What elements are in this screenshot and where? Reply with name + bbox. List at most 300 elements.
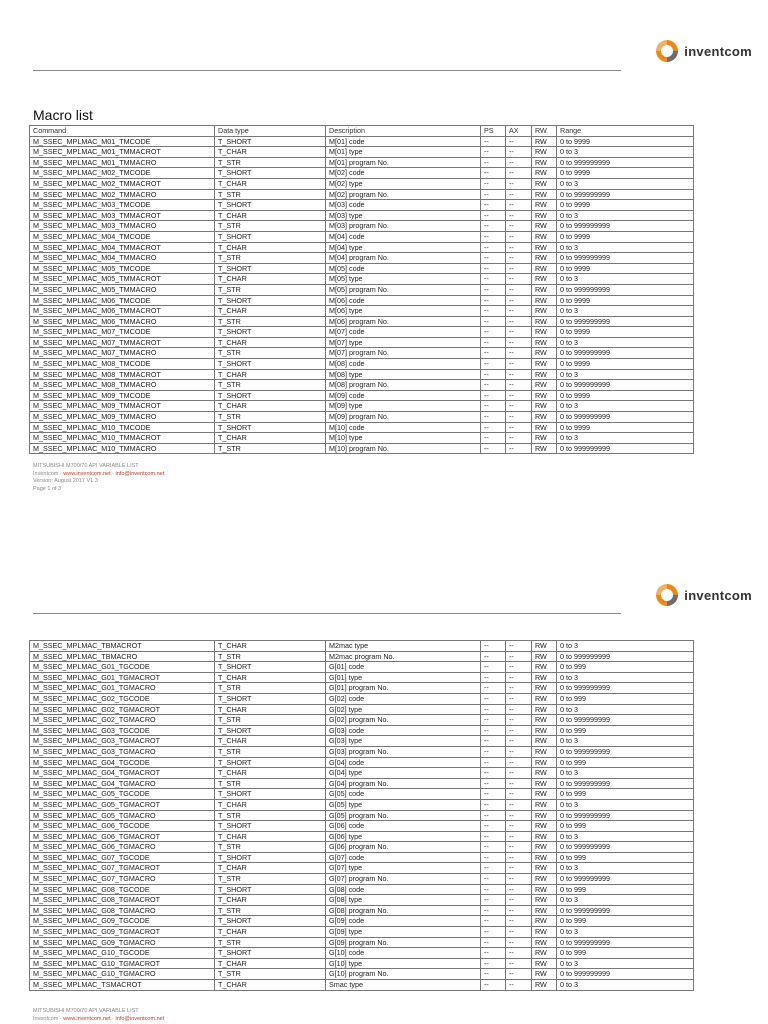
cell-ax: --	[506, 147, 532, 158]
cell-range: 0 to 999999999	[557, 157, 694, 168]
cell-rw: RW	[532, 927, 557, 938]
cell-range: 0 to 999999999	[557, 810, 694, 821]
cell-range: 0 to 3	[557, 401, 694, 412]
cell-rw: RW	[532, 874, 557, 885]
table-row	[30, 369, 694, 380]
table-row	[30, 390, 694, 401]
cell-command: M_SSEC_MPLMAC_G01_TGCODE	[30, 662, 215, 673]
cell-range: 0 to 9999	[557, 200, 694, 211]
cell-rw: RW	[532, 969, 557, 980]
cell-rw: RW	[532, 348, 557, 359]
cell-ps: --	[481, 231, 506, 242]
cell-command: M_SSEC_MPLMAC_TBMACROT	[30, 641, 215, 652]
cell-rw: RW	[532, 715, 557, 726]
cell-rw: RW	[532, 274, 557, 285]
cell-ax: --	[506, 969, 532, 980]
cell-ps: --	[481, 863, 506, 874]
cell-command: M_SSEC_MPLMAC_G09_TGMACROT	[30, 927, 215, 938]
table-row	[30, 284, 694, 295]
cell-rw: RW	[532, 157, 557, 168]
cell-description: G[02] program No.	[326, 715, 481, 726]
cell-ps: --	[481, 348, 506, 359]
cell-description: M[03] code	[326, 200, 481, 211]
cell-ps: --	[481, 306, 506, 317]
cell-data-type: T_SHORT	[215, 422, 326, 433]
footer-website-link[interactable]: www.inventcom.net	[63, 470, 111, 477]
cell-rw: RW	[532, 284, 557, 295]
footer-email-link[interactable]: info@inventcom.net	[115, 470, 165, 477]
cell-data-type: T_STR	[215, 778, 326, 789]
table-row	[30, 210, 694, 221]
table-row	[30, 221, 694, 232]
cell-data-type: T_STR	[215, 969, 326, 980]
cell-data-type: T_CHAR	[215, 147, 326, 158]
table-row	[30, 693, 694, 704]
page-title: Macro list	[33, 107, 93, 123]
table-row	[30, 316, 694, 327]
table-row	[30, 306, 694, 317]
cell-range: 0 to 3	[557, 672, 694, 683]
column-header-ax: AX	[506, 126, 532, 137]
cell-ps: --	[481, 831, 506, 842]
cell-command: M_SSEC_MPLMAC_M01_TMMACRO	[30, 157, 215, 168]
cell-data-type: T_CHAR	[215, 895, 326, 906]
cell-description: M[08] type	[326, 369, 481, 380]
table-row	[30, 231, 694, 242]
cell-command: M_SSEC_MPLMAC_G07_TGMACRO	[30, 874, 215, 885]
table-row	[30, 337, 694, 348]
cell-description: M[06] program No.	[326, 316, 481, 327]
cell-data-type: T_SHORT	[215, 390, 326, 401]
cell-ps: --	[481, 168, 506, 179]
cell-data-type: T_CHAR	[215, 927, 326, 938]
table-row	[30, 443, 694, 454]
cell-command: M_SSEC_MPLMAC_G10_TGMACRO	[30, 969, 215, 980]
cell-command: M_SSEC_MPLMAC_G01_TGMACROT	[30, 672, 215, 683]
cell-data-type: T_STR	[215, 157, 326, 168]
cell-data-type: T_CHAR	[215, 672, 326, 683]
cell-description: M2mac type	[326, 641, 481, 652]
cell-description: G[09] program No.	[326, 937, 481, 948]
column-header-description: Description	[326, 126, 481, 137]
cell-ps: --	[481, 380, 506, 391]
cell-ps: --	[481, 662, 506, 673]
cell-ps: --	[481, 725, 506, 736]
cell-ps: --	[481, 263, 506, 274]
cell-description: G[10] program No.	[326, 969, 481, 980]
cell-rw: RW	[532, 746, 557, 757]
footer-version: Version: August 2017 V1.3	[33, 478, 98, 484]
table-row	[30, 380, 694, 391]
cell-range: 0 to 3	[557, 895, 694, 906]
table-row	[30, 884, 694, 895]
cell-ps: --	[481, 948, 506, 959]
cell-range: 0 to 999	[557, 948, 694, 959]
cell-description: M[07] type	[326, 337, 481, 348]
cell-ax: --	[506, 831, 532, 842]
cell-ps: --	[481, 295, 506, 306]
table-row	[30, 200, 694, 211]
cell-ps: --	[481, 253, 506, 264]
footer-doc-title: MITSUBISHI M700/70 API VARIABLE LIST	[33, 1008, 139, 1014]
cell-description: M[10] program No.	[326, 443, 481, 454]
cell-description: G[07] program No.	[326, 874, 481, 885]
cell-command: M_SSEC_MPLMAC_G03_TGCODE	[30, 725, 215, 736]
footer-contact-line	[33, 1016, 164, 1024]
footer-company: Inventcom	[33, 1015, 59, 1022]
cell-range: 0 to 3	[557, 831, 694, 842]
cell-command: M_SSEC_MPLMAC_TBMACRO	[30, 651, 215, 662]
cell-data-type: T_SHORT	[215, 662, 326, 673]
cell-ax: --	[506, 746, 532, 757]
cell-command: M_SSEC_MPLMAC_M09_TMMACRO	[30, 412, 215, 423]
cell-command: M_SSEC_MPLMAC_G02_TGMACRO	[30, 715, 215, 726]
cell-rw: RW	[532, 863, 557, 874]
cell-rw: RW	[532, 778, 557, 789]
table-row	[30, 863, 694, 874]
cell-description: M2mac program No.	[326, 651, 481, 662]
cell-rw: RW	[532, 789, 557, 800]
cell-data-type: T_CHAR	[215, 401, 326, 412]
cell-data-type: T_STR	[215, 715, 326, 726]
cell-rw: RW	[532, 641, 557, 652]
cell-range: 0 to 999999999	[557, 715, 694, 726]
cell-range: 0 to 9999	[557, 295, 694, 306]
cell-ax: --	[506, 422, 532, 433]
cell-ax: --	[506, 874, 532, 885]
cell-description: G[07] type	[326, 863, 481, 874]
cell-range: 0 to 3	[557, 704, 694, 715]
cell-ps: --	[481, 242, 506, 253]
table-row	[30, 725, 694, 736]
cell-command: M_SSEC_MPLMAC_G06_TGCODE	[30, 821, 215, 832]
cell-range: 0 to 3	[557, 337, 694, 348]
cell-command: M_SSEC_MPLMAC_M04_TMMACRO	[30, 253, 215, 264]
cell-ps: --	[481, 895, 506, 906]
cell-range: 0 to 9999	[557, 390, 694, 401]
cell-range: 0 to 999999999	[557, 380, 694, 391]
cell-description: G[09] code	[326, 916, 481, 927]
cell-data-type: T_SHORT	[215, 263, 326, 274]
cell-ax: --	[506, 672, 532, 683]
cell-rw: RW	[532, 831, 557, 842]
cell-data-type: T_STR	[215, 284, 326, 295]
cell-description: M[08] code	[326, 359, 481, 370]
table-row	[30, 937, 694, 948]
cell-command: M_SSEC_MPLMAC_G04_TGCODE	[30, 757, 215, 768]
inventcom-logo-icon	[654, 582, 680, 608]
document-page-2	[0, 560, 768, 1024]
table-row	[30, 768, 694, 779]
cell-ax: --	[506, 736, 532, 747]
cell-data-type: T_STR	[215, 189, 326, 200]
cell-data-type: T_CHAR	[215, 306, 326, 317]
cell-data-type: T_STR	[215, 651, 326, 662]
cell-ax: --	[506, 958, 532, 969]
cell-data-type: T_STR	[215, 412, 326, 423]
cell-ps: --	[481, 390, 506, 401]
cell-ax: --	[506, 980, 532, 991]
cell-command: M_SSEC_MPLMAC_M05_TMMACROT	[30, 274, 215, 285]
table-row	[30, 969, 694, 980]
cell-rw: RW	[532, 412, 557, 423]
cell-data-type: T_STR	[215, 842, 326, 853]
cell-description: G[09] type	[326, 927, 481, 938]
cell-ax: --	[506, 757, 532, 768]
cell-range: 0 to 999999999	[557, 874, 694, 885]
cell-ps: --	[481, 136, 506, 147]
cell-description: G[03] type	[326, 736, 481, 747]
table-row	[30, 778, 694, 789]
cell-description: G[03] program No.	[326, 746, 481, 757]
cell-rw: RW	[532, 736, 557, 747]
cell-description: G[10] type	[326, 958, 481, 969]
cell-ps: --	[481, 359, 506, 370]
table-row	[30, 905, 694, 916]
cell-data-type: T_STR	[215, 380, 326, 391]
cell-description: Smac type	[326, 980, 481, 991]
footer-separator: ·	[110, 470, 116, 477]
cell-range: 0 to 9999	[557, 422, 694, 433]
cell-ps: --	[481, 746, 506, 757]
cell-ps: --	[481, 189, 506, 200]
cell-rw: RW	[532, 662, 557, 673]
cell-rw: RW	[532, 958, 557, 969]
table-row	[30, 348, 694, 359]
cell-ax: --	[506, 863, 532, 874]
cell-data-type: T_CHAR	[215, 337, 326, 348]
table-row	[30, 263, 694, 274]
cell-data-type: T_SHORT	[215, 916, 326, 927]
cell-command: M_SSEC_MPLMAC_G05_TGMACROT	[30, 799, 215, 810]
cell-rw: RW	[532, 178, 557, 189]
cell-ax: --	[506, 401, 532, 412]
cell-data-type: T_CHAR	[215, 980, 326, 991]
cell-ps: --	[481, 768, 506, 779]
cell-ps: --	[481, 412, 506, 423]
cell-description: M[04] program No.	[326, 253, 481, 264]
cell-command: M_SSEC_MPLMAC_M04_TMMACROT	[30, 242, 215, 253]
cell-rw: RW	[532, 895, 557, 906]
cell-data-type: T_SHORT	[215, 168, 326, 179]
table-row	[30, 274, 694, 285]
cell-command: M_SSEC_MPLMAC_M05_TMCODE	[30, 263, 215, 274]
cell-range: 0 to 3	[557, 147, 694, 158]
table-row	[30, 422, 694, 433]
cell-range: 0 to 999999999	[557, 778, 694, 789]
cell-command: M_SSEC_MPLMAC_M06_TMMACROT	[30, 306, 215, 317]
cell-range: 0 to 3	[557, 274, 694, 285]
table-row	[30, 651, 694, 662]
cell-ax: --	[506, 242, 532, 253]
table-row	[30, 852, 694, 863]
cell-command: M_SSEC_MPLMAC_M09_TMMACROT	[30, 401, 215, 412]
cell-command: M_SSEC_MPLMAC_M02_TMMACRO	[30, 189, 215, 200]
cell-rw: RW	[532, 725, 557, 736]
cell-command: M_SSEC_MPLMAC_M08_TMMACRO	[30, 380, 215, 391]
cell-rw: RW	[532, 263, 557, 274]
cell-data-type: T_SHORT	[215, 948, 326, 959]
cell-description: M[09] type	[326, 401, 481, 412]
cell-ps: --	[481, 852, 506, 863]
cell-description: G[04] code	[326, 757, 481, 768]
cell-command: M_SSEC_MPLMAC_M01_TMMACROT	[30, 147, 215, 158]
cell-command: M_SSEC_MPLMAC_G07_TGCODE	[30, 852, 215, 863]
footer-website-link[interactable]: www.inventcom.net	[63, 1015, 111, 1022]
table-row	[30, 810, 694, 821]
table-row	[30, 662, 694, 673]
cell-command: M_SSEC_MPLMAC_M10_TMMACROT	[30, 433, 215, 444]
table-row	[30, 147, 694, 158]
cell-description: M[07] program No.	[326, 348, 481, 359]
page-footer	[33, 463, 164, 493]
table-row	[30, 327, 694, 338]
cell-command: M_SSEC_MPLMAC_M07_TMMACRO	[30, 348, 215, 359]
cell-description: M[03] type	[326, 210, 481, 221]
cell-data-type: T_SHORT	[215, 327, 326, 338]
cell-ax: --	[506, 651, 532, 662]
cell-description: G[04] type	[326, 768, 481, 779]
cell-command: M_SSEC_MPLMAC_M08_TMMACROT	[30, 369, 215, 380]
cell-range: 0 to 3	[557, 863, 694, 874]
cell-ax: --	[506, 359, 532, 370]
cell-range: 0 to 999999999	[557, 189, 694, 200]
footer-contact-line	[33, 471, 164, 479]
cell-ax: --	[506, 168, 532, 179]
cell-rw: RW	[532, 337, 557, 348]
cell-description: M[10] code	[326, 422, 481, 433]
cell-command: M_SSEC_MPLMAC_G09_TGMACRO	[30, 937, 215, 948]
cell-rw: RW	[532, 768, 557, 779]
cell-data-type: T_SHORT	[215, 200, 326, 211]
cell-rw: RW	[532, 693, 557, 704]
cell-ax: --	[506, 348, 532, 359]
brand-logo	[654, 38, 752, 64]
cell-rw: RW	[532, 443, 557, 454]
cell-data-type: T_CHAR	[215, 641, 326, 652]
table-row	[30, 242, 694, 253]
table-row	[30, 757, 694, 768]
cell-command: M_SSEC_MPLMAC_G05_TGMACRO	[30, 810, 215, 821]
cell-command: M_SSEC_MPLMAC_TSMACROT	[30, 980, 215, 991]
cell-data-type: T_SHORT	[215, 852, 326, 863]
cell-ps: --	[481, 369, 506, 380]
footer-separator: ·	[110, 1015, 116, 1022]
cell-command: M_SSEC_MPLMAC_M06_TMCODE	[30, 295, 215, 306]
cell-command: M_SSEC_MPLMAC_M06_TMMACRO	[30, 316, 215, 327]
column-header-range: Range	[557, 126, 694, 137]
cell-command: M_SSEC_MPLMAC_M05_TMMACRO	[30, 284, 215, 295]
cell-description: M[05] program No.	[326, 284, 481, 295]
table-row	[30, 746, 694, 757]
cell-range: 0 to 9999	[557, 231, 694, 242]
header-divider	[33, 613, 621, 614]
column-header-ps: PS	[481, 126, 506, 137]
cell-description: M[01] type	[326, 147, 481, 158]
cell-command: M_SSEC_MPLMAC_G04_TGMACRO	[30, 778, 215, 789]
cell-data-type: T_CHAR	[215, 831, 326, 842]
cell-ps: --	[481, 147, 506, 158]
cell-ax: --	[506, 316, 532, 327]
cell-rw: RW	[532, 704, 557, 715]
cell-description: M[10] type	[326, 433, 481, 444]
cell-description: G[05] program No.	[326, 810, 481, 821]
table-row	[30, 295, 694, 306]
cell-description: M[01] program No.	[326, 157, 481, 168]
cell-range: 0 to 9999	[557, 263, 694, 274]
cell-description: G[02] code	[326, 693, 481, 704]
cell-range: 0 to 3	[557, 736, 694, 747]
cell-rw: RW	[532, 948, 557, 959]
cell-rw: RW	[532, 295, 557, 306]
cell-ps: --	[481, 401, 506, 412]
cell-data-type: T_SHORT	[215, 884, 326, 895]
column-header-data-type: Data type	[215, 126, 326, 137]
cell-data-type: T_STR	[215, 905, 326, 916]
cell-command: M_SSEC_MPLMAC_G02_TGCODE	[30, 693, 215, 704]
header-divider	[33, 70, 621, 71]
macro-table-page-2	[29, 640, 694, 991]
footer-separator: ·	[58, 1015, 64, 1022]
cell-description: M[09] program No.	[326, 412, 481, 423]
cell-data-type: T_CHAR	[215, 242, 326, 253]
cell-ax: --	[506, 725, 532, 736]
cell-range: 0 to 999999999	[557, 969, 694, 980]
cell-ax: --	[506, 274, 532, 285]
cell-rw: RW	[532, 916, 557, 927]
cell-ax: --	[506, 704, 532, 715]
cell-command: M_SSEC_MPLMAC_G08_TGCODE	[30, 884, 215, 895]
cell-command: M_SSEC_MPLMAC_G03_TGMACRO	[30, 746, 215, 757]
cell-command: M_SSEC_MPLMAC_M03_TMMACROT	[30, 210, 215, 221]
cell-rw: RW	[532, 884, 557, 895]
cell-data-type: T_CHAR	[215, 768, 326, 779]
cell-ps: --	[481, 958, 506, 969]
cell-description: G[08] program No.	[326, 905, 481, 916]
cell-ps: --	[481, 810, 506, 821]
cell-description: G[08] type	[326, 895, 481, 906]
cell-command: M_SSEC_MPLMAC_G06_TGMACROT	[30, 831, 215, 842]
cell-ax: --	[506, 390, 532, 401]
cell-command: M_SSEC_MPLMAC_G09_TGCODE	[30, 916, 215, 927]
cell-ps: --	[481, 672, 506, 683]
table-row	[30, 178, 694, 189]
cell-ps: --	[481, 316, 506, 327]
cell-description: G[05] code	[326, 789, 481, 800]
cell-rw: RW	[532, 683, 557, 694]
cell-range: 0 to 999	[557, 884, 694, 895]
footer-page-number: Page 1 of 3	[33, 485, 62, 492]
cell-ps: --	[481, 874, 506, 885]
cell-command: M_SSEC_MPLMAC_M09_TMCODE	[30, 390, 215, 401]
cell-range: 0 to 999	[557, 662, 694, 673]
table-row	[30, 136, 694, 147]
table-row	[30, 672, 694, 683]
footer-email-link[interactable]: info@inventcom.net	[115, 1015, 165, 1022]
cell-data-type: T_CHAR	[215, 369, 326, 380]
cell-rw: RW	[532, 210, 557, 221]
cell-ps: --	[481, 178, 506, 189]
cell-rw: RW	[532, 821, 557, 832]
cell-range: 0 to 3	[557, 306, 694, 317]
cell-description: G[05] type	[326, 799, 481, 810]
table-row	[30, 412, 694, 423]
cell-ax: --	[506, 443, 532, 454]
cell-command: M_SSEC_MPLMAC_M02_TMCODE	[30, 168, 215, 179]
cell-ax: --	[506, 263, 532, 274]
cell-data-type: T_CHAR	[215, 274, 326, 285]
cell-ax: --	[506, 253, 532, 264]
